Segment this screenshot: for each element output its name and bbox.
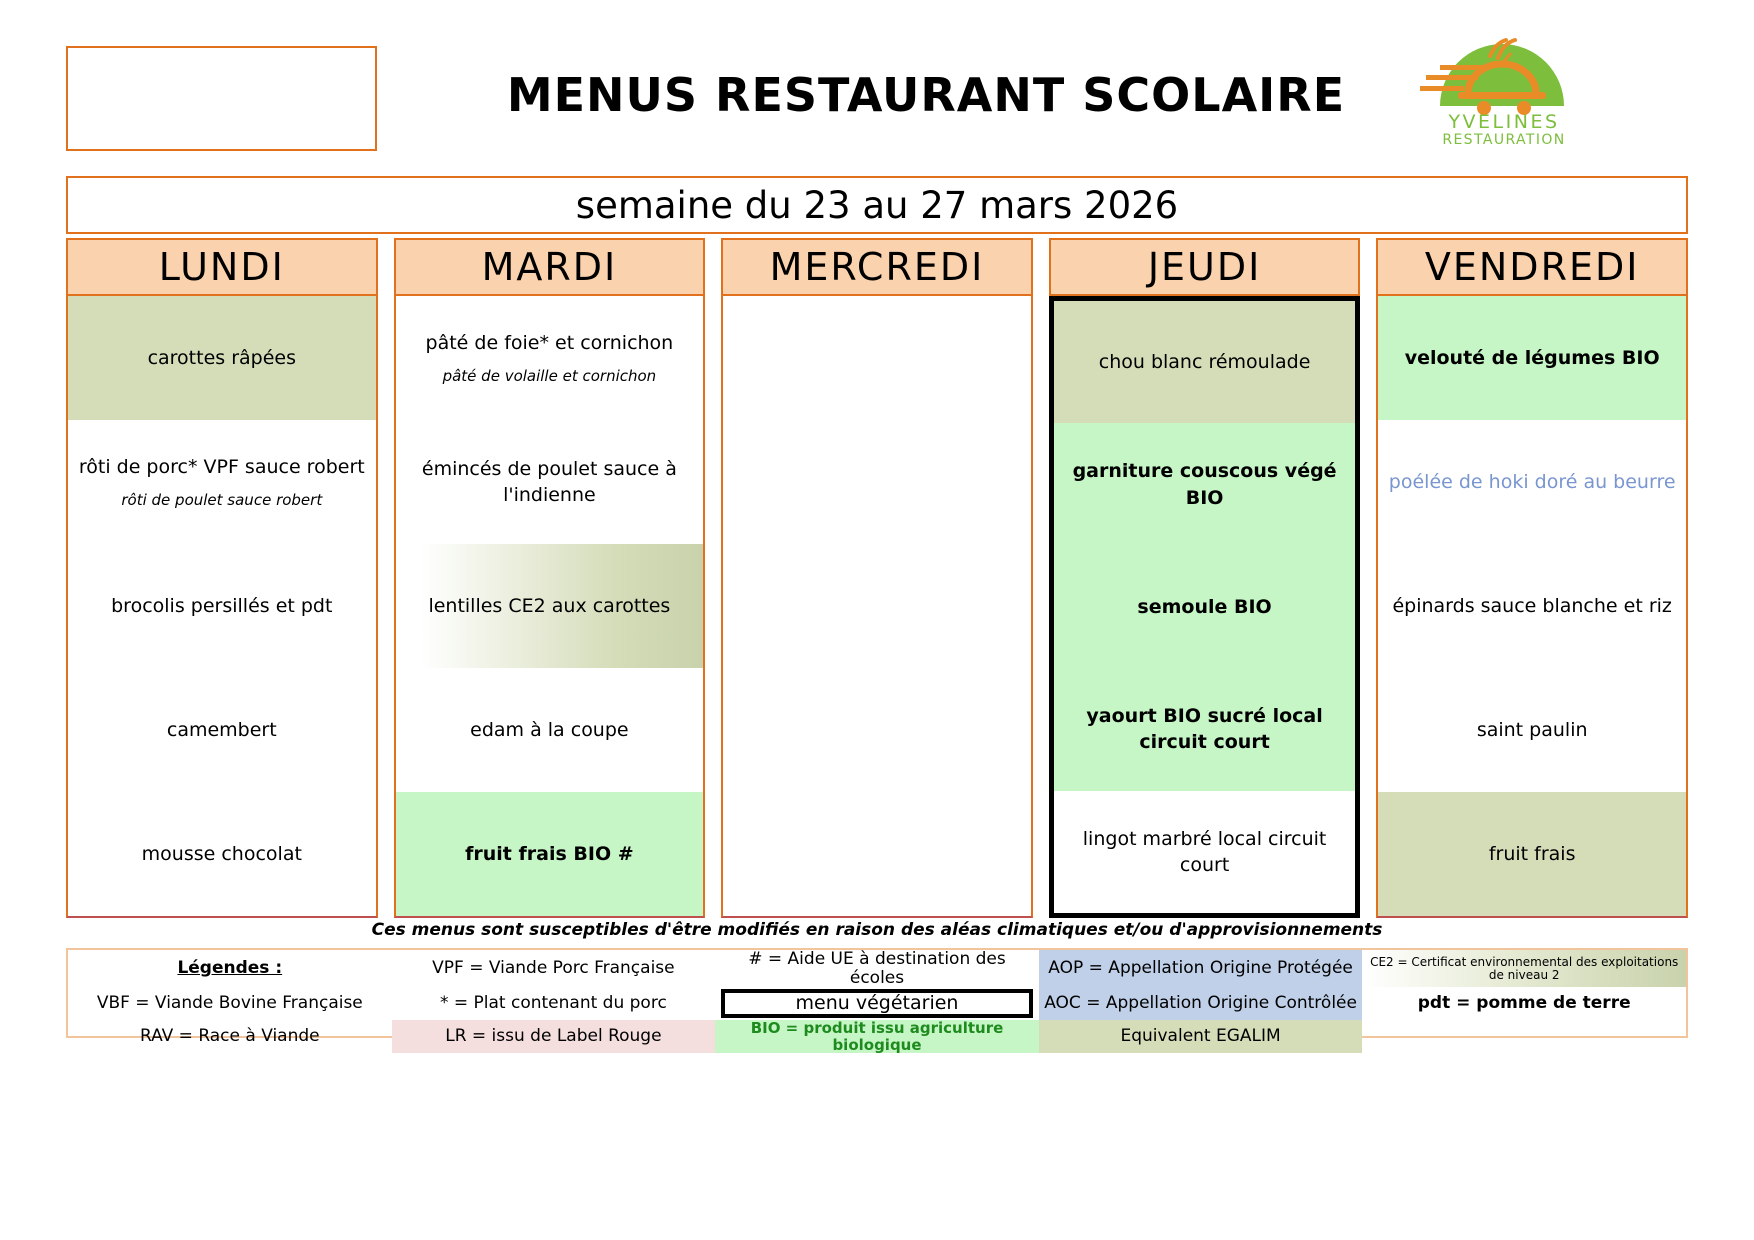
day-column-mercredi (721, 238, 1033, 918)
dish-cell (396, 544, 704, 668)
dish-name: garniture couscous végé BIO (1072, 460, 1337, 509)
dish-stack (404, 456, 696, 508)
dish-name: velouté de légumes BIO (1404, 346, 1660, 369)
day-dishes-mardi (394, 296, 706, 918)
legend-cell: Equivalent EGALIM (1039, 1020, 1363, 1053)
dish-stack (1386, 345, 1678, 371)
dish-name: poélée de hoki doré au beurre (1388, 470, 1676, 493)
week-banner (66, 176, 1688, 234)
dish-cell (723, 792, 1031, 916)
dish-cell (68, 544, 376, 668)
dish-stack (76, 717, 368, 743)
legend-cell: Légendes : (177, 958, 283, 979)
dish-cell (723, 420, 1031, 544)
dish-name: chou blanc rémoulade (1098, 351, 1311, 374)
dish-stack (1062, 826, 1348, 878)
dish-cell (1378, 792, 1686, 916)
dish-substitute: pâté de volaille et cornichon (442, 366, 657, 385)
legend-cell (1362, 1020, 1686, 1053)
dish-cell (1054, 301, 1356, 423)
dish-stack (1062, 349, 1348, 375)
dish-stack (1386, 841, 1678, 867)
dish-stack (1386, 717, 1678, 743)
dish-name: lentilles CE2 aux carottes (428, 594, 671, 617)
dish-stack (76, 593, 368, 619)
week-label: semaine du 23 au 27 mars 2026 (575, 183, 1179, 227)
dish-stack (76, 454, 368, 511)
legend-cell: VPF = Viande Porc Française (432, 958, 675, 979)
dish-cell (723, 544, 1031, 668)
dish-cell (1054, 546, 1356, 668)
legend-panel (66, 948, 1688, 1054)
dish-name: yaourt BIO sucré local circuit court (1086, 705, 1323, 754)
dish-stack (76, 841, 368, 867)
dish-cell (68, 792, 376, 916)
dish-cell (1378, 296, 1686, 420)
legend-cell: LR = issu de Label Rouge (392, 1020, 716, 1053)
day-column-lundi (66, 238, 378, 918)
legend-cell: # = Aide UE à destination des écoles (748, 949, 1006, 988)
day-column-jeudi (1049, 238, 1361, 918)
dish-name: brocolis persillés et pdt (111, 594, 333, 617)
dish-name: fruit frais BIO # (465, 842, 634, 865)
dish-stack (1062, 703, 1348, 755)
dish-cell (396, 296, 704, 420)
page-title: MENUS RESTAURANT SCOLAIRE (506, 68, 1346, 122)
disclaimer-text: Ces menus sont susceptibles d'être modifiés en raison des aléas climatiques et/ou d'approvisionnements (371, 920, 1383, 940)
legend-cell: CE2 = Certificat environnemental des exploitations de niveau 2 (1362, 950, 1686, 987)
dish-name: émincés de poulet sauce à l'indienne (421, 457, 677, 506)
dish-cell (68, 296, 376, 420)
yvelines-restauration-logo (1418, 20, 1608, 148)
dish-cell (1054, 423, 1356, 545)
dish-cell (1378, 420, 1686, 544)
day-header-jeudi: JEUDI (1049, 238, 1361, 296)
day-dishes-mercredi (721, 296, 1033, 918)
day-column-mardi (394, 238, 706, 918)
dish-cell (1378, 544, 1686, 668)
day-header-vendredi: VENDREDI (1376, 238, 1688, 296)
dish-stack (1062, 594, 1348, 620)
svg-text:YVELINES: YVELINES (1448, 111, 1560, 133)
day-header-lundi: LUNDI (66, 238, 378, 296)
dish-name: mousse chocolat (141, 842, 302, 865)
legend-cell: menu végétarien (721, 989, 1033, 1018)
dish-name: fruit frais (1488, 842, 1576, 865)
legend-cell: pdt = pomme de terre (1417, 993, 1631, 1014)
school-logo-placeholder-box (66, 46, 377, 151)
legend-cell: * = Plat contenant du porc (439, 993, 667, 1014)
dish-cell (723, 296, 1031, 420)
dish-name: edam à la coupe (470, 718, 629, 741)
dish-cell (1054, 668, 1356, 790)
dish-name: saint paulin (1476, 718, 1588, 741)
day-dishes-lundi (66, 296, 378, 918)
legend-cell: BIO = produit issu agriculture biologique (715, 1020, 1039, 1053)
dish-stack (404, 841, 696, 867)
legend-cell: VBF = Viande Bovine Française (96, 993, 363, 1014)
dish-cell (723, 668, 1031, 792)
dish-substitute: rôti de poulet sauce robert (121, 490, 323, 509)
dish-name: épinards sauce blanche et riz (1392, 594, 1672, 617)
dish-name: camembert (166, 718, 277, 741)
menu-week-grid (66, 238, 1688, 918)
dish-name: rôti de porc* VPF sauce robert (78, 455, 365, 478)
dish-name: carottes râpées (147, 346, 297, 369)
dish-stack (1062, 458, 1348, 510)
dish-name: semoule BIO (1137, 595, 1272, 618)
day-dishes-vendredi (1376, 296, 1688, 918)
dish-cell (396, 668, 704, 792)
svg-text:RESTAURATION: RESTAURATION (1442, 132, 1566, 148)
dish-name: pâté de foie* et cornichon (425, 331, 674, 354)
legend-grid (68, 949, 1686, 1054)
dish-cell (396, 420, 704, 544)
dish-stack (1386, 593, 1678, 619)
dish-stack (404, 717, 696, 743)
dish-cell (396, 792, 704, 916)
dish-stack (404, 330, 696, 387)
legend-cell: RAV = Race à Viande (139, 1026, 320, 1047)
day-header-mercredi: MERCREDI (721, 238, 1033, 296)
dish-stack (76, 345, 368, 371)
dish-stack (1386, 469, 1678, 495)
dish-cell (68, 668, 376, 792)
dish-cell (68, 420, 376, 544)
dish-stack (404, 593, 696, 619)
dish-cell (1054, 791, 1356, 913)
dish-name: lingot marbré local circuit court (1082, 827, 1327, 876)
legend-cell: AOP = Appellation Origine Protégée (1039, 950, 1363, 987)
dish-cell (1378, 668, 1686, 792)
legend-cell: AOC = Appellation Origine Contrôlée (1039, 987, 1363, 1020)
day-column-vendredi (1376, 238, 1688, 918)
day-header-mardi: MARDI (394, 238, 706, 296)
day-dishes-jeudi (1049, 296, 1361, 918)
